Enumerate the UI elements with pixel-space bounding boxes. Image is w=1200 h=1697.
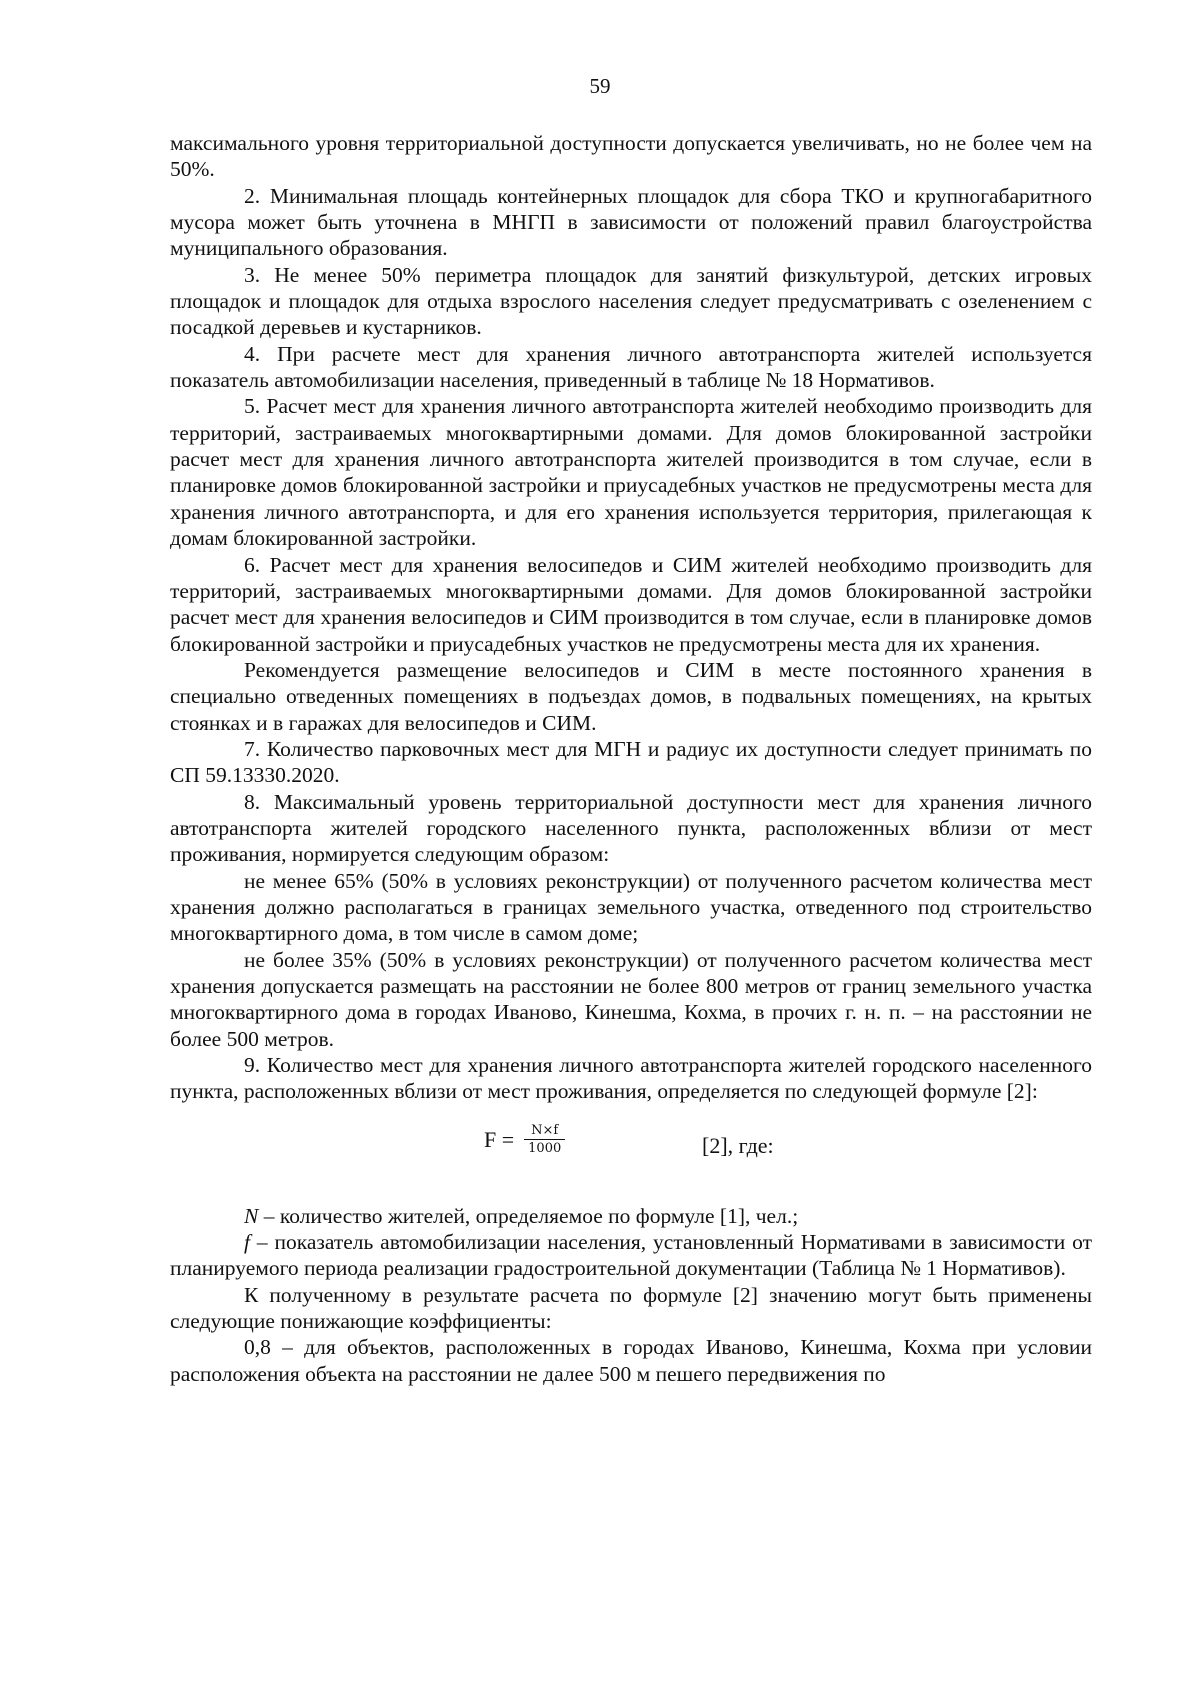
- paragraph: 4. При расчете мест для хранения личного автотранспорта жителей используется показатель автомобилизации населения, приведенный в таблице № 18 Нормативов.: [170, 341, 1092, 393]
- formula-lhs: F =: [484, 1127, 515, 1153]
- paragraph: Рекомендуется размещение велосипедов и СИМ в месте постоянного хранения в специально отведенных помещениях в подъездах домов, в подвальных помещениях, на крытых стоянках и в гаражах для велосипедов и СИМ.: [170, 657, 1092, 735]
- paragraph: 6. Расчет мест для хранения велосипедов и СИМ жителей необходимо производить для территорий, застраиваемых многоквартирными домами. Для домов блокированной застройки расчет мест для хранения велосипедов и СИМ производится в том случае, если в планировке домов блокированной застройки и приусадебных участков не предусмотрены места для их хранения.: [170, 552, 1092, 656]
- paragraph: 7. Количество парковочных мест для МГН и радиус их доступности следует принимать по СП 59.13330.2020.: [170, 736, 1092, 788]
- paragraph: 5. Расчет мест для хранения личного автотранспорта жителей необходимо производить для территорий, застраиваемых многоквартирными домами. Для домов блокированной застройки расчет мест для хранения личного автотранспорта жителей производится в том случае, если в планировке домов блокированной застройки и приусадебных участков не предусмотрены места для хранения личного автотранспорта, и для его хранения используется территория, прилегающая к домам блокированной застройки.: [170, 394, 1092, 551]
- paragraph: 8. Максимальный уровень территориальной доступности мест для хранения личного автотранспорта жителей городского населенного пункта, расположенных вблизи от мест проживания, нормируется следующим образом:: [170, 789, 1092, 867]
- paragraph: максимального уровня территориальной доступности допускается увеличивать, но не более чем на 50%.: [170, 131, 1092, 182]
- definitions: [170, 1203, 1092, 1282]
- formula-reference: [2], где:: [702, 1132, 774, 1158]
- formula: [484, 1123, 565, 1158]
- paragraphs-bottom: [170, 1282, 1092, 1387]
- paragraph: 0,8 – для объектов, расположенных в городах Иваново, Кинешма, Кохма при условии расположения объекта на расстоянии не далее 500 м пешего передвижения по: [170, 1335, 1092, 1386]
- definition: [170, 1203, 1092, 1229]
- formula-fraction: [524, 1123, 565, 1158]
- paragraph: 3. Не менее 50% периметра площадок для занятий физкультурой, детских игровых площадок и площадок для отдыха взрослого населения следует предусматривать с озеленением с посадкой деревьев и кустарников.: [170, 262, 1092, 340]
- paragraphs-top: [170, 130, 1092, 1105]
- formula-numerator: N×f: [531, 1122, 559, 1138]
- formula-block: [170, 1115, 1092, 1197]
- definition-symbol: N: [244, 1203, 259, 1228]
- paragraph: К полученному в результате расчета по формуле [2] значению могут быть применены следующие понижающие коэффициенты:: [170, 1282, 1092, 1334]
- definition-symbol: f: [244, 1230, 250, 1255]
- paragraph: 9. Количество мест для хранения личного автотранспорта жителей городского населенного пункта, расположенных вблизи от мест проживания, определяется по следующей формуле [2]:: [170, 1053, 1092, 1104]
- paragraph: 2. Минимальная площадь контейнерных площадок для сбора ТКО и крупногабаритного мусора может быть уточнена в МНГП в зависимости от положений правил благоустройства муниципального образования.: [170, 183, 1092, 261]
- formula-denominator: 1000: [528, 1140, 562, 1156]
- paragraph: не более 35% (50% в условиях реконструкции) от полученного расчетом количества мест хранения допускается размещать на расстоянии не более 800 метров от границ земельного участка многоквартирного дома в городах Иваново, Кинешма, Кохма, в прочих г. н. п. – на расстоянии не более 500 метров.: [170, 947, 1092, 1051]
- definition-text: – количество жителей, определяемое по формуле [1], чел.;: [258, 1203, 799, 1228]
- definition: [170, 1229, 1092, 1282]
- paragraph: не менее 65% (50% в условиях реконструкции) от полученного расчетом количества мест хранения должно располагаться в границах земельного участка, отведенного под строительство многоквартирного дома, в том числе в самом доме;: [170, 868, 1092, 946]
- page-number: 59: [589, 74, 611, 98]
- document-body: [170, 130, 1092, 1387]
- definition-text: – показатель автомобилизации населения, установленный Нормативами в зависимости от планируемого периода реализации градостроительной документации (Таблица № 1 Нормативов).: [170, 1230, 1092, 1281]
